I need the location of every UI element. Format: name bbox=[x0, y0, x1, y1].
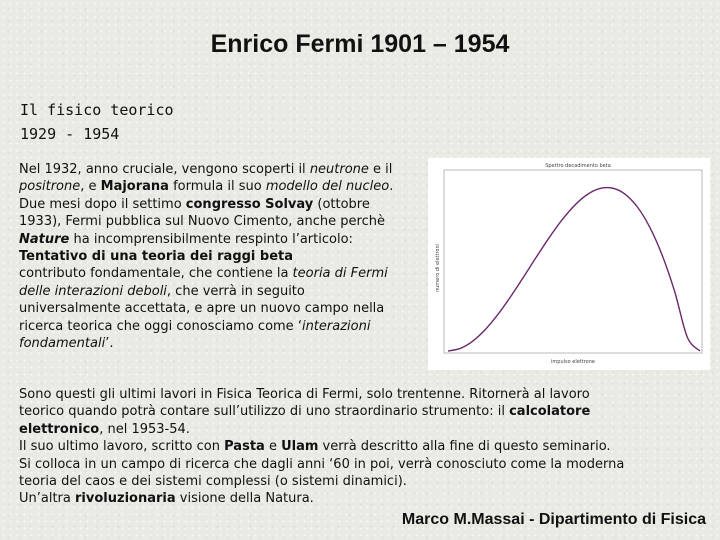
y-axis-label: numero di elettroni bbox=[435, 243, 441, 293]
text-line: delle interazioni deboli, che verrà in seguito bbox=[19, 283, 305, 299]
text-line: positrone, e Majorana formula il suo modello del nucleo. bbox=[19, 179, 394, 195]
article-title: Tentativo di una teoria dei raggi beta bbox=[19, 249, 294, 265]
text-line: Due mesi dopo il settimo congresso Solvay (ottobre bbox=[19, 196, 370, 212]
footer-author: Marco M.Massai - Dipartimento di Fisica bbox=[401, 511, 706, 528]
text-line: 1933), Fermi pubblica sul Nuovo Cimento, anche perchè bbox=[19, 214, 385, 230]
text-line: fondamentali’. bbox=[19, 336, 114, 352]
text-line: Un’altra rivoluzionaria visione della Natura. bbox=[19, 491, 314, 507]
subtitle bbox=[20, 98, 174, 146]
text-line: Si colloca in un campo di ricerca che dagli anni ‘60 in poi, verrà conosciuto come la moderna bbox=[19, 456, 625, 472]
text-line: teoria del caos e dei sistemi complessi (o sistemi dinamici). bbox=[19, 474, 407, 490]
paragraph-1932 bbox=[19, 161, 444, 352]
text-line: universalmente accettata, e apre un nuovo campo nella bbox=[19, 301, 385, 317]
subtitle-role: Il fisico teorico bbox=[20, 101, 174, 119]
text-line: Sono questi gli ultimi lavori in Fisica Teorica di Fermi, solo trentenne. Ritornerà al lavoro bbox=[19, 387, 590, 402]
text-line: ricerca teorica che oggi conosciamo come ‘interazioni bbox=[19, 318, 371, 334]
text-line: elettronico, nel 1953-54. bbox=[19, 421, 190, 437]
text-line: contributo fondamentale, che contiene la teoria di Fermi bbox=[19, 266, 388, 282]
paragraph-later-work bbox=[19, 386, 709, 508]
beta-spectrum-plot bbox=[428, 158, 710, 370]
x-axis-label: impulso elettrone bbox=[551, 359, 595, 365]
slide-title: Enrico Fermi 1901 – 1954 bbox=[210, 30, 510, 58]
text-line: teorico quando potrà contare sull’utilizzo di uno straordinario strumento: il calcolatore bbox=[19, 404, 591, 420]
subtitle-years: 1929 - 1954 bbox=[20, 125, 120, 143]
beta-spectrum-chart bbox=[428, 158, 710, 370]
chart-title: Spettro decadimento beta bbox=[545, 163, 611, 169]
text-line: Nel 1932, anno cruciale, vengono scoperti il neutrone e il bbox=[19, 162, 393, 177]
plot-area bbox=[444, 170, 702, 353]
text-line: Il suo ultimo lavoro, scritto con Pasta e Ulam verrà descritto alla fine di questo seminario. bbox=[19, 439, 611, 455]
text-line: Nature ha incomprensibilmente respinto l’articolo: bbox=[19, 231, 353, 247]
